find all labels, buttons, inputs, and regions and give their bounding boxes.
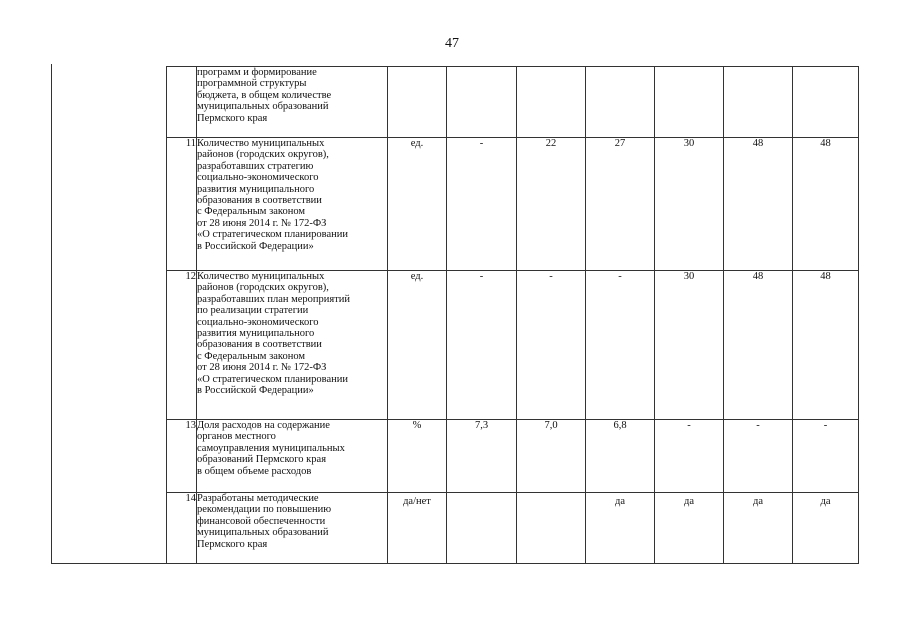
value-cell: - [655,420,724,493]
row-number: 13 [167,420,197,493]
value-cell: 48 [793,138,859,271]
value-cell: 7,0 [517,420,586,493]
left-border-line [51,64,52,564]
indicator-name: Доля расходов на содержание органов местного самоуправления муниципальных образований Пермского края в общем объеме расходов [197,420,388,493]
row-number [167,67,197,138]
indicators-table [166,66,859,564]
value-cell [517,493,586,564]
value-cell [447,67,517,138]
page-number: 47 [445,36,459,51]
value-cell: 48 [793,271,859,420]
value-cell: 30 [655,138,724,271]
value-cell: да [655,493,724,564]
value-cell: - [447,138,517,271]
value-cell: 48 [724,271,793,420]
value-cell [793,67,859,138]
value-cell: 6,8 [586,420,655,493]
value-cell: да [586,493,655,564]
value-cell [517,67,586,138]
table-row [167,138,859,271]
value-cell: 7,3 [447,420,517,493]
table-row [167,420,859,493]
value-cell: - [447,271,517,420]
unit-cell: ед. [388,138,447,271]
row-number: 12 [167,271,197,420]
value-cell: - [724,420,793,493]
value-cell: да [724,493,793,564]
value-cell [724,67,793,138]
value-cell: 27 [586,138,655,271]
table-row [167,493,859,564]
unit-cell: да/нет [388,493,447,564]
unit-cell: ед. [388,271,447,420]
value-cell: - [586,271,655,420]
value-cell [586,67,655,138]
table-row [167,271,859,420]
indicator-name: программ и формирование программной структуры бюджета, в общем количестве муниципальных образований Пермского края [197,67,388,138]
value-cell [655,67,724,138]
value-cell: 48 [724,138,793,271]
table-row [167,67,859,138]
indicator-name: Количество муниципальных районов (городских округов), разработавших стратегию социально-экономического развития муниципального образования в соответствии с Федеральным законом от 28 июня 2014 г. № 172-ФЗ «О стратегическом планировании в Российской Федерации» [197,138,388,271]
unit-cell [388,67,447,138]
bottom-border-line [51,563,167,564]
value-cell: - [793,420,859,493]
value-cell [447,493,517,564]
row-number: 14 [167,493,197,564]
indicator-name: Количество муниципальных районов (городских округов), разработавших план мероприятий по реализации стратегии социально-экономического развития муниципального образования в соответствии с Федеральным законом от 28 июня 2014 г. № 172-ФЗ «О стратегическом планировании в Российской Федерации» [197,271,388,420]
value-cell: - [517,271,586,420]
unit-cell: % [388,420,447,493]
value-cell: 30 [655,271,724,420]
value-cell: 22 [517,138,586,271]
value-cell: да [793,493,859,564]
row-number: 11 [167,138,197,271]
indicator-name: Разработаны методические рекомендации по повышению финансовой обеспеченности муниципальных образований Пермского края [197,493,388,564]
